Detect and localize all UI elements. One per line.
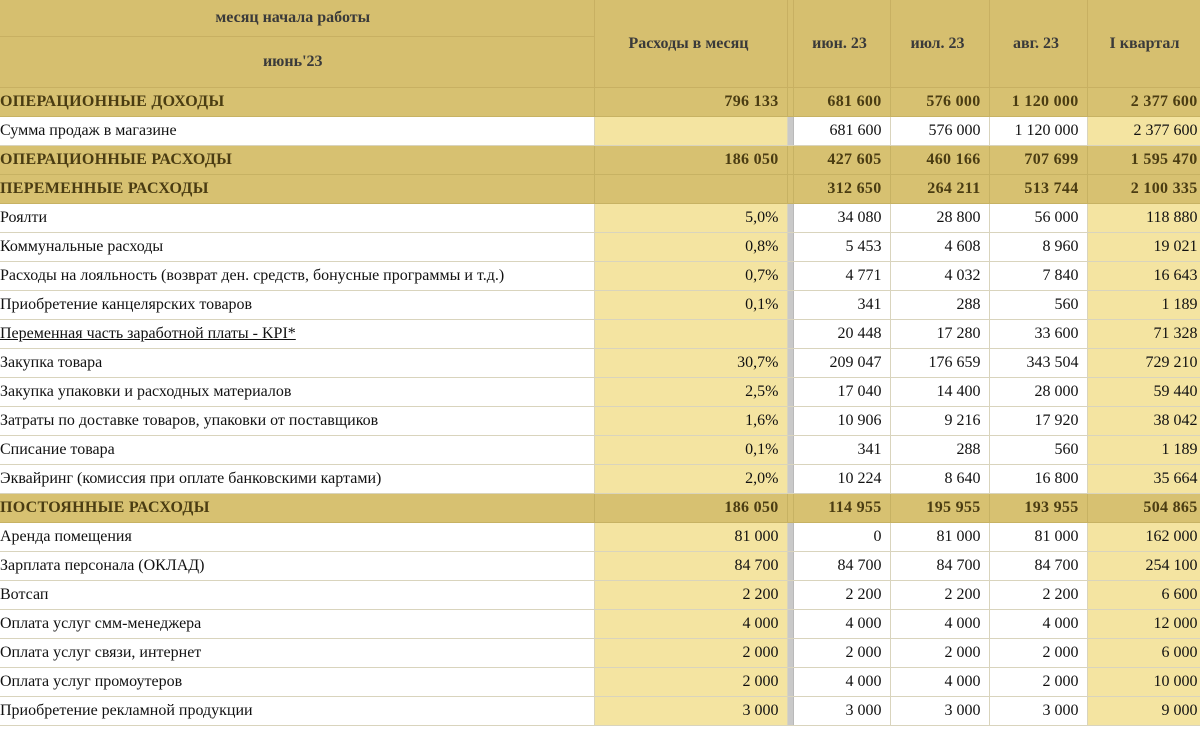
month-header-aug[interactable]: авг. 23 [989,0,1087,88]
row-label[interactable]: Приобретение рекламной продукции [0,697,594,726]
cell-plan[interactable]: 0,8% [594,233,787,262]
cell-q1[interactable]: 1 189 [1087,291,1200,320]
table-row [0,291,1200,320]
start-month-title: месяц начала работы [0,0,594,37]
cell-aug[interactable]: 1 120 000 [989,117,1087,146]
table-row [0,436,1200,465]
cell-aug[interactable]: 2 000 [989,668,1087,697]
table-row [0,262,1200,291]
cell-plan[interactable] [594,175,787,204]
cell-aug[interactable]: 81 000 [989,523,1087,552]
cell-jul[interactable]: 84 700 [890,552,989,581]
cell-jul[interactable]: 4 000 [890,610,989,639]
cell-jun[interactable]: 10 906 [793,407,890,436]
cell-jun[interactable]: 0 [793,523,890,552]
table-row [0,581,1200,610]
cell-aug[interactable]: 513 744 [989,175,1087,204]
cell-jul[interactable]: 264 211 [890,175,989,204]
cell-q1[interactable]: 38 042 [1087,407,1200,436]
cell-q1[interactable]: 504 865 [1087,494,1200,523]
cell-jul[interactable]: 4 000 [890,668,989,697]
cell-plan[interactable]: 2 200 [594,581,787,610]
cell-jul[interactable]: 576 000 [890,117,989,146]
cell-jun[interactable]: 209 047 [793,349,890,378]
cell-q1[interactable]: 19 021 [1087,233,1200,262]
cell-aug[interactable]: 343 504 [989,349,1087,378]
cell-aug[interactable]: 7 840 [989,262,1087,291]
row-label[interactable]: ПЕРЕМЕННЫЕ РАСХОДЫ [0,175,594,204]
cell-jun[interactable]: 34 080 [793,204,890,233]
row-label[interactable]: ПОСТОЯННЫЕ РАСХОДЫ [0,494,594,523]
plan-column-header[interactable]: Расходы в месяц [594,0,787,88]
cell-plan[interactable]: 186 050 [594,146,787,175]
cell-jul[interactable]: 288 [890,436,989,465]
cell-jun[interactable]: 20 448 [793,320,890,349]
cell-plan[interactable]: 1,6% [594,407,787,436]
row-label[interactable]: Сумма продаж в магазине [0,117,594,146]
cell-jun[interactable]: 17 040 [793,378,890,407]
cell-jun[interactable]: 4 000 [793,668,890,697]
cell-jun[interactable]: 341 [793,291,890,320]
cell-q1[interactable]: 12 000 [1087,610,1200,639]
row-label[interactable]: Оплата услуг связи, интернет [0,639,594,668]
cell-jun[interactable]: 681 600 [793,117,890,146]
cell-plan[interactable]: 186 050 [594,494,787,523]
cell-q1[interactable]: 162 000 [1087,523,1200,552]
cell-q1[interactable]: 6 600 [1087,581,1200,610]
cell-aug[interactable]: 28 000 [989,378,1087,407]
table-row [0,349,1200,378]
cell-plan[interactable]: 2,0% [594,465,787,494]
cell-plan[interactable] [594,320,787,349]
cell-q1[interactable]: 16 643 [1087,262,1200,291]
cell-jul[interactable]: 28 800 [890,204,989,233]
cell-q1[interactable]: 254 100 [1087,552,1200,581]
cell-aug[interactable]: 2 200 [989,581,1087,610]
cell-jun[interactable]: 3 000 [793,697,890,726]
cell-aug[interactable]: 193 955 [989,494,1087,523]
cell-jun[interactable]: 10 224 [793,465,890,494]
cell-plan[interactable]: 81 000 [594,523,787,552]
table-row [0,320,1200,349]
cell-plan[interactable]: 2,5% [594,378,787,407]
row-label[interactable]: ОПЕРАЦИОННЫЕ ДОХОДЫ [0,88,594,117]
cell-jun[interactable]: 4 000 [793,610,890,639]
table-row [0,697,1200,726]
cell-aug[interactable]: 16 800 [989,465,1087,494]
cell-aug[interactable]: 84 700 [989,552,1087,581]
row-label[interactable] [0,320,594,349]
row-label[interactable]: Оплата услуг смм-менеджера [0,610,594,639]
row-label[interactable]: Списание товара [0,436,594,465]
cell-q1[interactable]: 1 189 [1087,436,1200,465]
cell-jun[interactable]: 114 955 [793,494,890,523]
cell-jun[interactable]: 312 650 [793,175,890,204]
cell-jul[interactable]: 288 [890,291,989,320]
row-label[interactable]: Коммунальные расходы [0,233,594,262]
row-label[interactable]: Затраты по доставке товаров, упаковки от поставщиков [0,407,594,436]
cell-plan[interactable]: 0,1% [594,291,787,320]
cell-plan[interactable]: 0,1% [594,436,787,465]
cell-jul[interactable]: 14 400 [890,378,989,407]
row-label[interactable]: Оплата услуг промоутеров [0,668,594,697]
table-row [0,639,1200,668]
cell-jul[interactable]: 9 216 [890,407,989,436]
row-label[interactable]: Вотсап [0,581,594,610]
table-row [0,233,1200,262]
cell-plan[interactable]: 5,0% [594,204,787,233]
cell-jun[interactable]: 2 200 [793,581,890,610]
table-row [0,407,1200,436]
table-row [0,610,1200,639]
cell-aug[interactable]: 4 000 [989,610,1087,639]
section-row [0,494,1200,523]
cell-aug[interactable]: 56 000 [989,204,1087,233]
cell-jul[interactable]: 17 280 [890,320,989,349]
cell-q1[interactable]: 10 000 [1087,668,1200,697]
row-label[interactable]: Эквайринг (комиссия при оплате банковскими картами) [0,465,594,494]
cell-q1[interactable]: 2 100 335 [1087,175,1200,204]
cell-plan[interactable]: 796 133 [594,88,787,117]
table-row [0,523,1200,552]
row-label[interactable]: Роялти [0,204,594,233]
cell-plan[interactable]: 84 700 [594,552,787,581]
cell-q1[interactable]: 118 880 [1087,204,1200,233]
row-label[interactable]: Закупка товара [0,349,594,378]
quarter-header[interactable]: I квартал [1087,0,1200,88]
cell-q1[interactable]: 729 210 [1087,349,1200,378]
cell-aug[interactable]: 33 600 [989,320,1087,349]
cell-jun[interactable]: 341 [793,436,890,465]
section-row [0,175,1200,204]
cell-aug[interactable]: 17 920 [989,407,1087,436]
table-row [0,204,1200,233]
row-label[interactable]: Аренда помещения [0,523,594,552]
table-row [0,552,1200,581]
cell-jul[interactable]: 576 000 [890,88,989,117]
section-row [0,88,1200,117]
cell-plan[interactable]: 0,7% [594,262,787,291]
cell-aug[interactable]: 3 000 [989,697,1087,726]
header-row-1 [0,0,1200,37]
cell-jun[interactable]: 84 700 [793,552,890,581]
table-row [0,117,1200,146]
table-row [0,668,1200,697]
cell-jun[interactable]: 681 600 [793,88,890,117]
cell-aug[interactable]: 8 960 [989,233,1087,262]
cell-aug[interactable]: 560 [989,291,1087,320]
cell-q1[interactable]: 35 664 [1087,465,1200,494]
cell-q1[interactable]: 71 328 [1087,320,1200,349]
cell-q1[interactable]: 2 377 600 [1087,117,1200,146]
cell-jul[interactable]: 4 608 [890,233,989,262]
row-label[interactable]: ОПЕРАЦИОННЫЕ РАСХОДЫ [0,146,594,175]
table-row [0,378,1200,407]
row-label[interactable]: Расходы на лояльность (возврат ден. средств, бонусные программы и т.д.) [0,262,594,291]
cell-plan[interactable]: 2 000 [594,639,787,668]
cell-aug[interactable]: 1 120 000 [989,88,1087,117]
cell-jul[interactable]: 195 955 [890,494,989,523]
cell-aug[interactable]: 707 699 [989,146,1087,175]
cell-jul[interactable]: 81 000 [890,523,989,552]
month-header-jul[interactable]: июл. 23 [890,0,989,88]
cell-jul[interactable]: 176 659 [890,349,989,378]
cell-plan[interactable]: 2 000 [594,668,787,697]
start-month-value[interactable]: июнь'23 [0,37,594,88]
table-row [0,465,1200,494]
cell-jun[interactable]: 427 605 [793,146,890,175]
cell-plan[interactable]: 4 000 [594,610,787,639]
row-label[interactable]: Зарплата персонала (ОКЛАД) [0,552,594,581]
cell-q1[interactable]: 1 595 470 [1087,146,1200,175]
cell-q1[interactable]: 9 000 [1087,697,1200,726]
month-header-jun[interactable]: июн. 23 [793,0,890,88]
row-label[interactable]: Закупка упаковки и расходных материалов [0,378,594,407]
cell-aug[interactable]: 2 000 [989,639,1087,668]
cell-jun[interactable]: 4 771 [793,262,890,291]
cell-jun[interactable]: 2 000 [793,639,890,668]
cell-q1[interactable]: 59 440 [1087,378,1200,407]
row-label[interactable]: Приобретение канцелярских товаров [0,291,594,320]
cell-plan[interactable]: 30,7% [594,349,787,378]
kpi-link[interactable]: Переменная часть заработной платы - KPI* [0,325,296,342]
cell-plan[interactable] [594,117,787,146]
cell-q1[interactable]: 6 000 [1087,639,1200,668]
cell-jul[interactable]: 2 200 [890,581,989,610]
cell-aug[interactable]: 560 [989,436,1087,465]
cell-jun[interactable]: 5 453 [793,233,890,262]
cell-q1[interactable]: 2 377 600 [1087,88,1200,117]
cell-jul[interactable]: 2 000 [890,639,989,668]
section-row [0,146,1200,175]
cell-plan[interactable]: 3 000 [594,697,787,726]
cell-jul[interactable]: 3 000 [890,697,989,726]
cell-jul[interactable]: 460 166 [890,146,989,175]
cell-jul[interactable]: 8 640 [890,465,989,494]
cell-jul[interactable]: 4 032 [890,262,989,291]
